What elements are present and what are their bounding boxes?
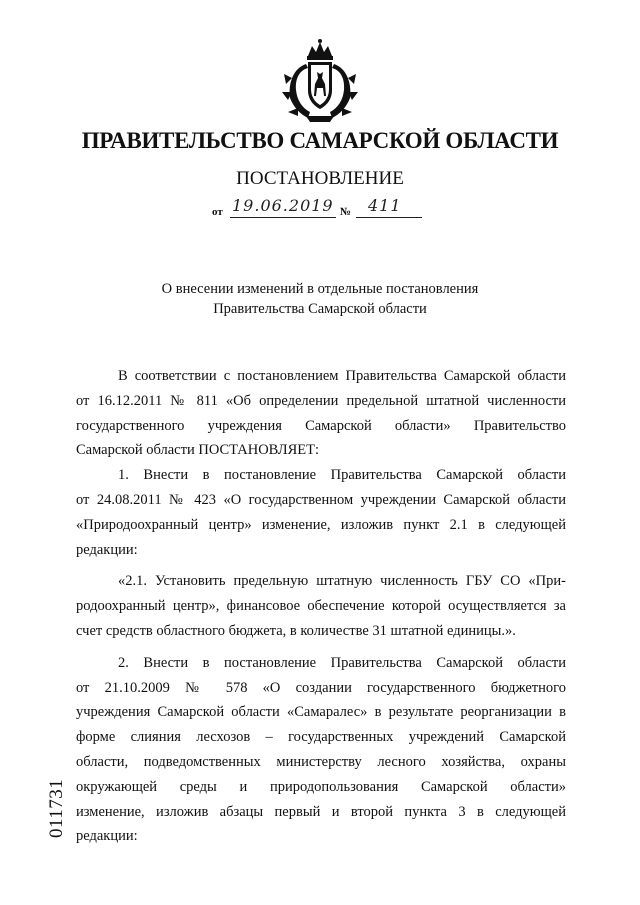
text-line: 2. Внести в постановление Правительства Самарской области bbox=[118, 654, 566, 671]
preamble-paragraph bbox=[76, 364, 566, 463]
text-line: форме слияния лесхозов – государственных учреждений Самарской bbox=[76, 729, 566, 746]
text-line: счет средств областного бюджета, в количестве 31 штатной единицы.». bbox=[76, 622, 516, 639]
text-line: «Природоохранный центр» изменение, изложив пункт 2.1 в следующей bbox=[76, 516, 566, 533]
date-underline bbox=[230, 217, 336, 218]
text-line: окружающей среды и природопользования Самарской области» bbox=[76, 778, 566, 795]
subject-line: О внесении изменений в отдельные постановления bbox=[161, 281, 479, 297]
document-body bbox=[76, 364, 566, 849]
item-1-paragraph bbox=[76, 463, 566, 562]
text-line: от 21.10.2009 № 578 «О создании государственного бюджетного bbox=[76, 679, 566, 696]
date-value: 19.06.2019 bbox=[232, 196, 334, 215]
samara-coat-of-arms-icon bbox=[280, 38, 360, 124]
item-1-quote-paragraph bbox=[76, 569, 566, 643]
margin-serial-number: 011731 bbox=[46, 778, 67, 838]
text-line: области, подведомственных министерству лесного хозяйства, охраны bbox=[76, 753, 566, 770]
text-line: В соответствии с постановлением Правительства Самарской области bbox=[118, 368, 566, 384]
item-2-paragraph bbox=[76, 651, 566, 849]
text-line: государственного учреждения Самарской области» Правительство bbox=[76, 417, 566, 434]
text-line: Самарской области ПОСТАНОВЛЯЕТ: bbox=[76, 442, 320, 459]
text-line: учреждения Самарской области «Самаралес» в результате реорганизации в bbox=[76, 704, 566, 721]
text-line: 1. Внести в постановление Правительства Самарской области bbox=[118, 467, 566, 484]
text-line: «2.1. Установить предельную штатную численность ГБУ СО «При- bbox=[118, 573, 566, 590]
number-underline bbox=[356, 217, 422, 218]
text-line: изменение, изложив абзацы первый и второй пункта 3 в следующей bbox=[76, 803, 566, 820]
text-line: от 16.12.2011 № 811 «Об определении предельной штатной численности bbox=[76, 392, 566, 409]
document-type: ПОСТАНОВЛЕНИЕ bbox=[236, 168, 404, 189]
document-subject bbox=[0, 279, 640, 319]
subject-line: Правительства Самарской области bbox=[213, 301, 427, 317]
date-number-line bbox=[212, 196, 442, 220]
text-line: редакции: bbox=[76, 541, 138, 558]
text-line: от 24.08.2011 № 423 «О государственном учреждении Самарской области bbox=[76, 491, 566, 508]
number-label: № bbox=[340, 206, 352, 218]
date-label: от bbox=[212, 206, 223, 218]
text-line: родоохранный центр», финансовое обеспечение которой осуществляется за bbox=[76, 598, 566, 615]
number-value: 411 bbox=[368, 196, 402, 215]
organization-title: ПРАВИТЕЛЬСТВО САМАРСКОЙ ОБЛАСТИ bbox=[81, 128, 559, 153]
text-line: редакции: bbox=[76, 828, 138, 845]
